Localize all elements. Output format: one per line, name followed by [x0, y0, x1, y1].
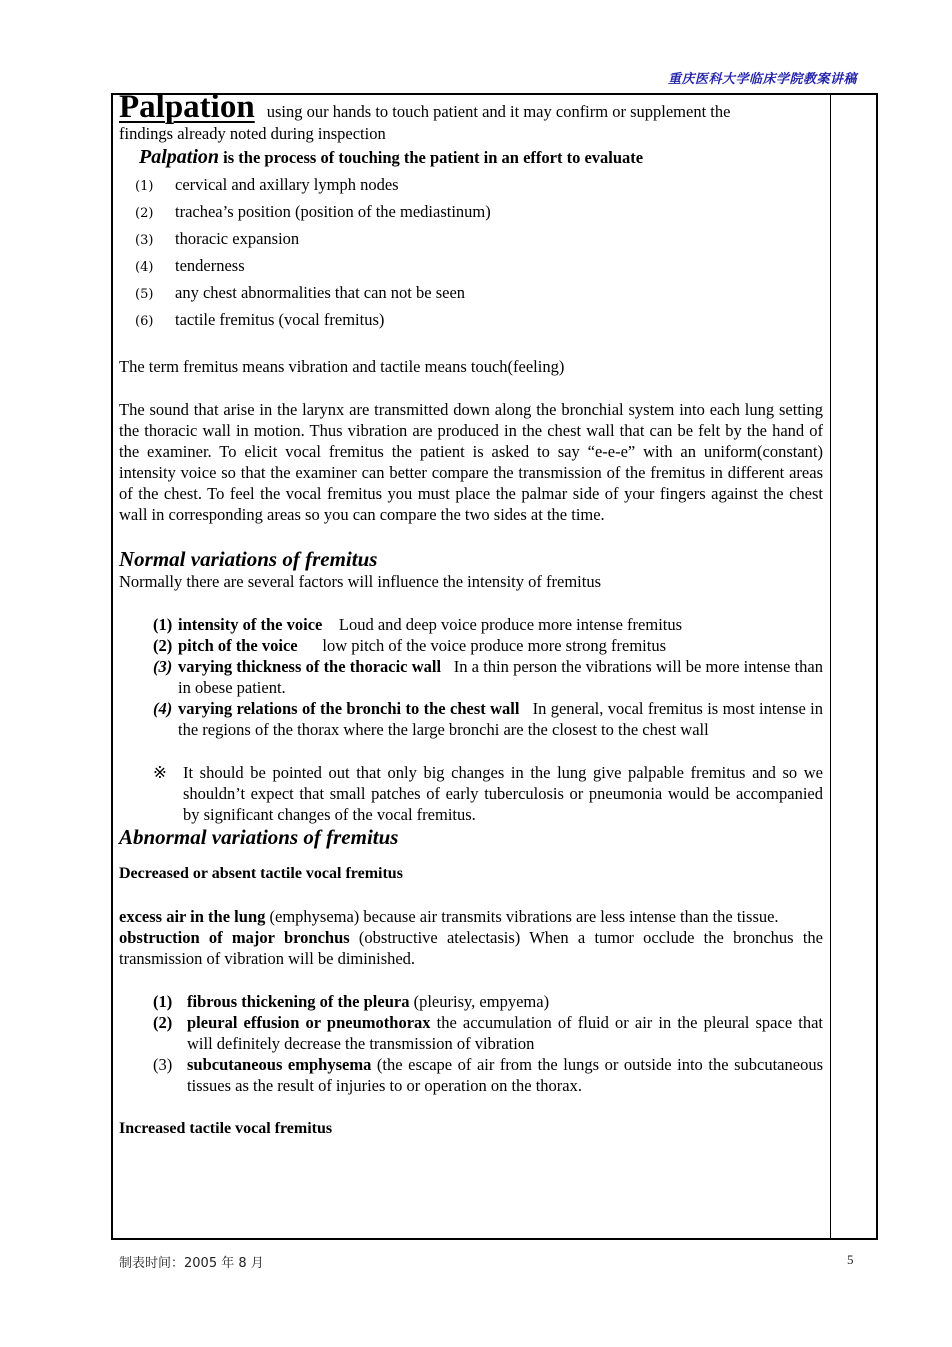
list-item — [135, 280, 823, 307]
list-item-text: thoracic expansion — [175, 229, 300, 248]
normal-intro: Normally there are several factors will influence the intensity of fremitus — [119, 572, 601, 591]
list-item-number: (3) — [135, 233, 154, 248]
factor-number: (4) — [153, 699, 173, 718]
list-item-text: any chest abnormalities that can not be seen — [175, 283, 466, 302]
list-item-number: (5) — [135, 287, 154, 302]
title-continuation: findings already noted during inspection — [119, 124, 386, 143]
obstruction-text: (obstructive atelectasis) When a tumor occlude the bronchus the transmission of vibration will be diminished. — [119, 928, 823, 968]
list-item-number: (4) — [135, 260, 154, 275]
cause-number: (3) — [153, 1055, 173, 1074]
title-rest: using our hands to touch patient and it may confirm or supplement the — [266, 102, 731, 121]
list-item — [135, 226, 823, 253]
obstruction-title: obstruction of major bronchus — [119, 928, 350, 947]
cause-item — [153, 991, 823, 1012]
list-item — [135, 199, 823, 226]
excess-air-text: (emphysema) because air transmits vibrations are less intense than the tissue. — [265, 907, 779, 926]
excess-air-paragraph — [119, 906, 823, 927]
page-number: 5 — [847, 1252, 854, 1267]
excess-air-title: excess air in the lung — [119, 907, 266, 926]
factor-number: (1) — [153, 615, 173, 634]
page-title: Palpation — [119, 89, 255, 125]
process-text: is the process of touching the patient in an effort to evaluate — [219, 148, 644, 167]
factor-list — [153, 614, 823, 740]
list-item — [135, 253, 823, 280]
term-definition: The term fremitus means vibration and tactile means touch(feeling) — [119, 357, 565, 376]
process-definition — [139, 145, 823, 170]
title-line — [119, 89, 823, 125]
sound-paragraph: The sound that arise in the larynx are transmitted down along the bronchial system into each lung setting the thoracic wall in motion. Thus vibration are produced in the chest wall that can be felt by the hand of the examiner. To elicit vocal fremitus the patient is asked to say “e-e-e” with an uniform(constant) intensity voice so that the examiner can better compare the transmission of the fremitus in different areas of the chest. To feel the vocal fremitus you must place the palmar side of your fingers against the chest wall in corresponding areas so you can compare the two sides at the time. — [119, 400, 823, 524]
header-brand: 重庆医科大学临床学院教案讲稿 — [667, 72, 857, 87]
list-item-number: (6) — [135, 314, 154, 329]
evaluate-list — [119, 172, 823, 334]
list-item — [135, 172, 823, 199]
obstruction-paragraph — [119, 927, 823, 969]
factor-item — [153, 656, 823, 698]
list-item-text: cervical and axillary lymph nodes — [175, 175, 399, 194]
main-content — [119, 89, 824, 1139]
list-item-text: trachea’s position (position of the mediastinum) — [175, 202, 491, 221]
factor-item — [153, 635, 823, 656]
factor-title: varying thickness of the thoracic wall — [178, 657, 442, 676]
list-item-number: (2) — [135, 206, 154, 221]
factor-title: intensity of the voice — [178, 615, 323, 634]
footer-made-time: 制表时间：2005 年 8 月 — [119, 1256, 264, 1271]
abnormal-variations-heading: Abnormal variations of fremitus — [119, 825, 399, 849]
cause-title: pleural effusion or pneumothorax — [187, 1013, 431, 1032]
normal-variations-heading: Normal variations of fremitus — [119, 547, 378, 571]
cause-title: subcutaneous emphysema — [187, 1055, 372, 1074]
reference-mark-icon: ※ — [153, 763, 167, 782]
cause-text: the accumulation of fluid or air in the pleural space that will definitely decrease the transmission of vibration — [187, 1013, 823, 1053]
list-item-text: tenderness — [175, 256, 245, 275]
factor-item — [153, 614, 823, 635]
factor-text: Loud and deep voice produce more intense fremitus — [338, 615, 683, 634]
cause-text: (the escape of air from the lungs or outside into the subcutaneous tissues as the result of injuries to or operation on the thorax. — [187, 1055, 823, 1095]
process-lead: Palpation — [139, 146, 220, 168]
side-column — [830, 95, 831, 1238]
factor-item — [153, 698, 823, 740]
factor-number: (2) — [153, 636, 173, 655]
factor-title: pitch of the voice — [178, 636, 298, 655]
cause-text: (pleurisy, empyema) — [409, 992, 550, 1011]
cause-number: (1) — [153, 992, 173, 1011]
cause-title: fibrous thickening of the pleura — [187, 992, 410, 1011]
factor-text: In a thin person the vibrations will be more intense than in obese patient. — [178, 657, 824, 697]
cause-item — [153, 1012, 823, 1054]
factor-title: varying relations of the bronchi to the chest wall — [178, 699, 520, 718]
factor-text: In general, vocal fremitus is most intense in the regions of the thorax where the large bronchi are the closest to the chest wall — [178, 699, 823, 739]
list-item-text: tactile fremitus (vocal fremitus) — [175, 310, 385, 329]
cause-item — [153, 1054, 823, 1096]
list-item — [135, 307, 823, 334]
cause-list — [153, 991, 823, 1096]
note-block — [153, 762, 823, 825]
decreased-heading: Decreased or absent tactile vocal fremitus — [119, 865, 403, 882]
cause-number: (2) — [153, 1013, 173, 1032]
increased-heading: Increased tactile vocal fremitus — [119, 1120, 333, 1137]
note-text: It should be pointed out that only big changes in the lung give palpable fremitus and so we shouldn’t expect that small patches of early tuberculosis or pneumonia would be accompanied by significant changes of the vocal fremitus. — [183, 763, 823, 824]
factor-text: low pitch of the voice produce more strong fremitus — [322, 636, 667, 655]
list-item-number: (1) — [135, 179, 154, 194]
factor-number: (3) — [153, 657, 173, 676]
